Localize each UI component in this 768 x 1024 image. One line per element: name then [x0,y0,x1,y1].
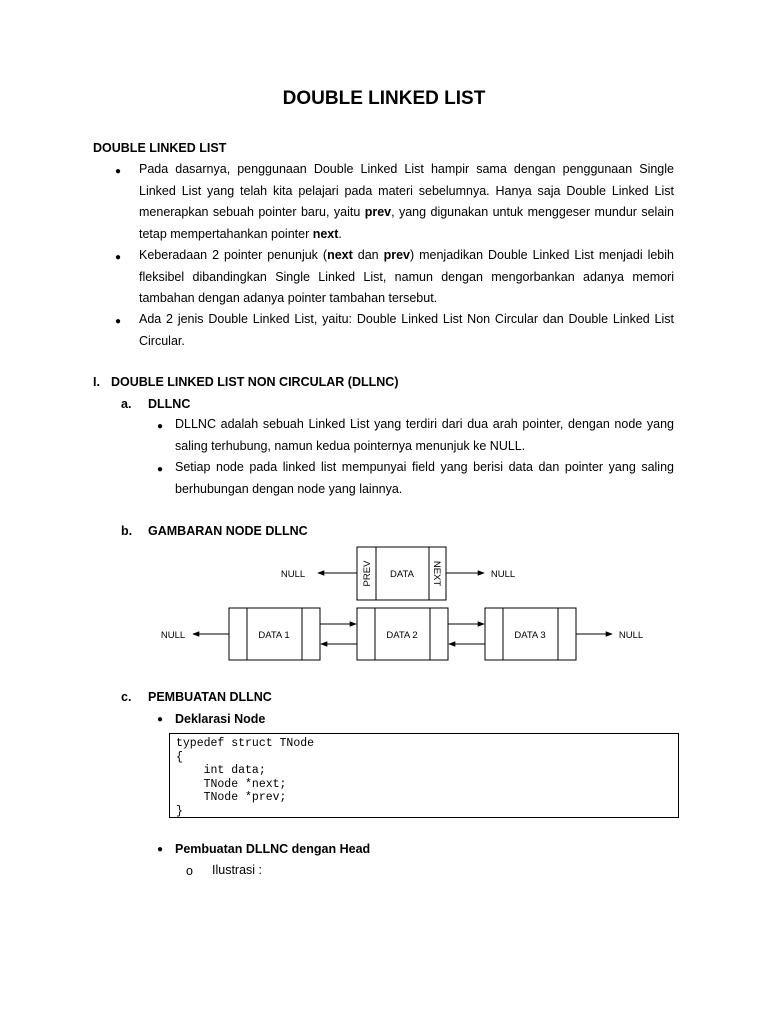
illustration-label: Ilustrasi : [212,863,263,877]
dllnc-node-diagram [0,540,768,665]
intro-paragraph-2: Keberadaan 2 pointer penunjuk (next dan prev) menjadikan Double Linked List menjadi lebih fleksibel dibandingkan Single Linked List, namun dengan mengorbankan adanya memori tambahan dengan adanya pointer tambahan tersebut. [139,248,674,305]
list-node-1 [229,608,320,660]
declaration-heading: Deklarasi Node [175,712,266,726]
subsection-a-letter: a. [121,397,132,411]
null-label: NULL [618,630,644,641]
list-node-label: DATA 2 [386,630,418,641]
node-structure [357,547,446,600]
list-node-3 [485,608,576,660]
bullet-icon: ● [157,464,164,475]
dllnc-paragraph-1: DLLNC adalah sebuah Linked List yang terdiri dari dua arah pointer, dengan node yang saling terhubung, namun kedua pointernya menunjuk ke NULL. [175,417,674,453]
subsection-b-letter: b. [121,524,133,538]
dllnc-paragraph-2: Setiap node pada linked list mempunyai field yang berisi data dan pointer yang saling berhubungan dengan node yang lainnya. [175,460,674,496]
data-field-label: DATA [390,569,414,580]
list-node-label: DATA 1 [258,630,290,641]
null-label: NULL [280,569,306,580]
list-node-2 [357,608,448,660]
bullet-icon: ● [115,166,122,177]
page-title: DOUBLE LINKED LIST [282,88,486,109]
head-heading: Pembuatan DLLNC dengan Head [175,842,371,856]
bullet-icon: ● [157,844,164,855]
intro-paragraph-1: Pada dasarnya, penggunaan Double Linked List hampir sama dengan penggunaan Single Linked List yang telah kita pelajari pada materi sebelumnya. Hanya saja Double Linked List menerapkan sebuah pointer baru, yaitu prev, yang digunakan untuk menggeser mundur selain tetap mempertahankan pointer next. [139,162,675,241]
section-heading: DOUBLE LINKED LIST NON CIRCULAR (DLLNC) [111,375,399,389]
subsection-c-heading: PEMBUATAN DLLNC [148,690,272,704]
intro-heading: DOUBLE LINKED LIST [93,141,227,155]
intro-paragraph-3: Ada 2 jenis Double Linked List, yaitu: Double Linked List Non Circular dan Double Linked List Circular. [139,312,674,348]
bullet-icon: ● [115,316,122,327]
subsection-b-heading: GAMBARAN NODE DLLNC [148,524,308,538]
bullet-icon: ● [157,714,164,725]
prev-field-label: PREV [362,560,373,587]
null-label: NULL [160,630,186,641]
subsection-a-heading: DLLNC [148,397,191,411]
null-label: NULL [490,569,516,580]
subsection-c-letter: c. [121,690,132,704]
code-block: typedef struct TNode { int data; TNode *next; TNode *prev; } [169,733,679,818]
bullet-icon: ● [115,252,122,263]
section-number: I. [93,375,100,389]
sub-bullet-marker: o [186,864,193,878]
list-node-label: DATA 3 [514,630,546,641]
bullet-icon: ● [157,421,164,432]
next-field-label: NEXT [431,560,442,587]
